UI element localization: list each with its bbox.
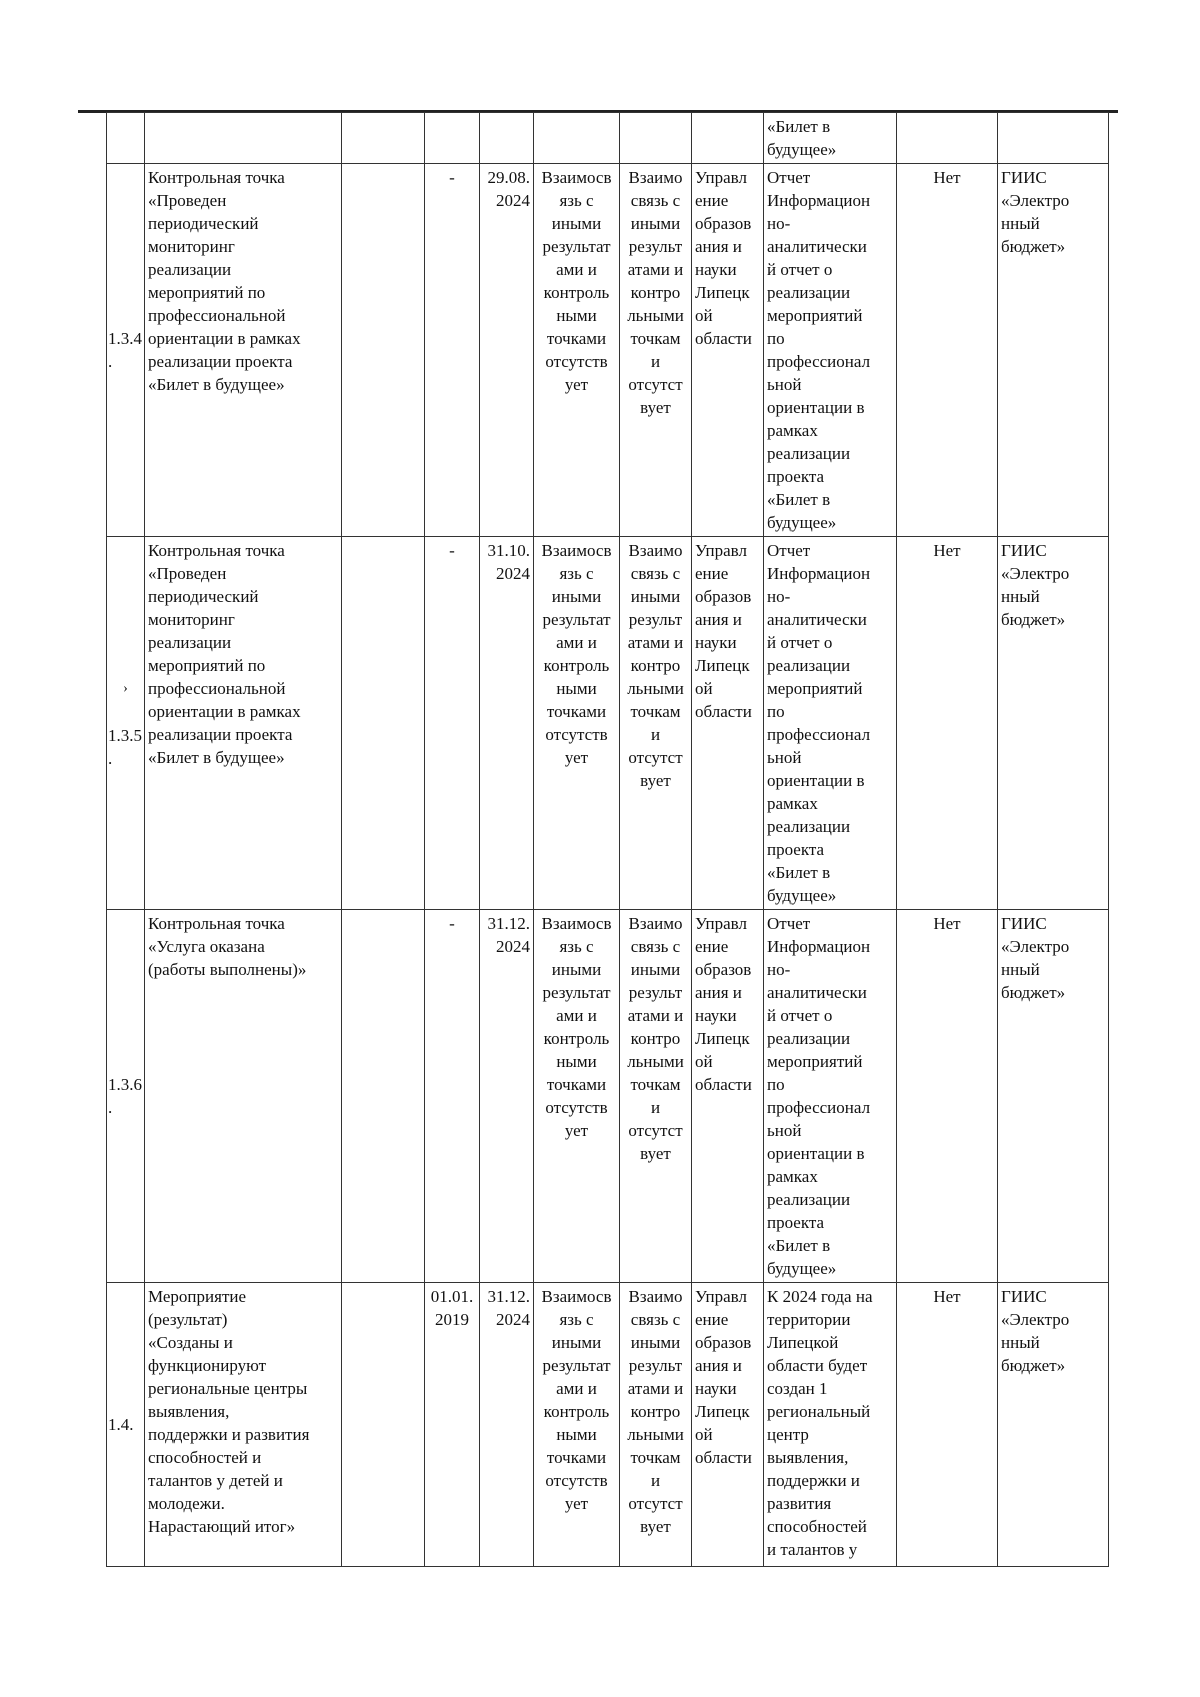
cell-predecessor: [534, 113, 620, 164]
row-start: -: [425, 537, 480, 910]
row-flag: Нет: [897, 537, 998, 910]
cell-empty: [342, 537, 425, 910]
row-responsible: Управл ение образов ания и науки Липецк ой области: [692, 910, 764, 1283]
row-system: ГИИС «Электро нный бюджет»: [998, 910, 1109, 1283]
row-name: Контрольная точка «Услуга оказана (работы выполнены)»: [145, 910, 342, 1283]
cell-result: «Билет в будущее»: [764, 113, 897, 164]
row-predecessor: Взаимосв язь с иными результат ами и контроль ными точками отсутств ует: [534, 164, 620, 537]
row-number: 1.3.4.: [107, 164, 145, 537]
cell-successor: [620, 113, 692, 164]
cell-num: [107, 113, 145, 164]
cell-name: [145, 113, 342, 164]
row-system: ГИИС «Электро нный бюджет»: [998, 164, 1109, 537]
row-predecessor: Взаимосв язь с иными результат ами и контроль ными точками отсутств ует: [534, 910, 620, 1283]
row-flag: Нет: [897, 1283, 998, 1567]
cell-flag: [897, 113, 998, 164]
row-successor: Взаимо связь с иными результ атами и контро льными точкам и отсутст вует: [620, 537, 692, 910]
row-start: -: [425, 910, 480, 1283]
row-end: 31.12. 2024: [480, 910, 534, 1283]
row-system: ГИИС «Электро нный бюджет»: [998, 1283, 1109, 1567]
row-flag: Нет: [897, 164, 998, 537]
table-row: [107, 910, 1109, 1283]
row-result: Отчет Информацион но- аналитически й отчет о реализации мероприятий по профессионал ьной ориентации в рамках реализации проекта «Билет в будущее»: [764, 537, 897, 910]
cell-empty: [342, 164, 425, 537]
row-start: -: [425, 164, 480, 537]
row-responsible: Управл ение образов ания и науки Липецк ой области: [692, 1283, 764, 1567]
row-start: 01.01. 2019: [425, 1283, 480, 1567]
row-result: Отчет Информацион но- аналитически й отчет о реализации мероприятий по профессионал ьной ориентации в рамках реализации проекта «Билет в будущее»: [764, 164, 897, 537]
cell-start: [425, 113, 480, 164]
row-result: К 2024 года на территории Липецкой области будет создан 1 региональный центр выявления, поддержки и развития способностей и талантов у: [764, 1283, 897, 1567]
row-name: Контрольная точка «Проведен периодический мониторинг реализации мероприятий по профессиональной ориентации в рамках реализации проекта «Билет в будущее»: [145, 537, 342, 910]
row-result: Отчет Информацион но- аналитически й отчет о реализации мероприятий по профессионал ьной ориентации в рамках реализации проекта «Билет в будущее»: [764, 910, 897, 1283]
cell-empty: [342, 910, 425, 1283]
cell-empty: [342, 113, 425, 164]
row-successor: Взаимо связь с иными результ атами и контро льными точкам и отсутст вует: [620, 1283, 692, 1567]
row-end: 31.10. 2024: [480, 537, 534, 910]
cell-system: [998, 113, 1109, 164]
table-row: [107, 113, 1109, 164]
row-system: ГИИС «Электро нный бюджет»: [998, 537, 1109, 910]
control-points-table: [106, 112, 1109, 1567]
row-number-cell: [107, 537, 145, 910]
row-successor: Взаимо связь с иными результ атами и контро льными точкам и отсутст вует: [620, 164, 692, 537]
cell-empty: [342, 1283, 425, 1567]
row-predecessor: Взаимосв язь с иными результат ами и контроль ными точками отсутств ует: [534, 537, 620, 910]
row-number: 1.3.5.: [108, 725, 142, 768]
row-flag: Нет: [897, 910, 998, 1283]
row-end: 29.08. 2024: [480, 164, 534, 537]
table-row: [107, 1283, 1109, 1567]
cell-responsible: [692, 113, 764, 164]
row-number: 1.3.6.: [107, 910, 145, 1283]
row-number: 1.4.: [107, 1283, 145, 1567]
table-row: [107, 164, 1109, 537]
row-name: Контрольная точка «Проведен периодический мониторинг реализации мероприятий по профессиональной ориентации в рамках реализации проекта «Билет в будущее»: [145, 164, 342, 537]
row-responsible: Управл ение образов ания и науки Липецк ой области: [692, 537, 764, 910]
row-mark: ›: [123, 680, 128, 696]
cell-end: [480, 113, 534, 164]
row-responsible: Управл ение образов ания и науки Липецк ой области: [692, 164, 764, 537]
row-name: Мероприятие (результат) «Созданы и функционируют региональные центры выявления, поддержки и развития способностей и талантов у детей и молодежи. Нарастающий итог»: [145, 1283, 342, 1567]
row-end: 31.12. 2024: [480, 1283, 534, 1567]
row-predecessor: Взаимосв язь с иными результат ами и контроль ными точками отсутств ует: [534, 1283, 620, 1567]
row-successor: Взаимо связь с иными результ атами и контро льными точкам и отсутст вует: [620, 910, 692, 1283]
table-row: [107, 537, 1109, 910]
